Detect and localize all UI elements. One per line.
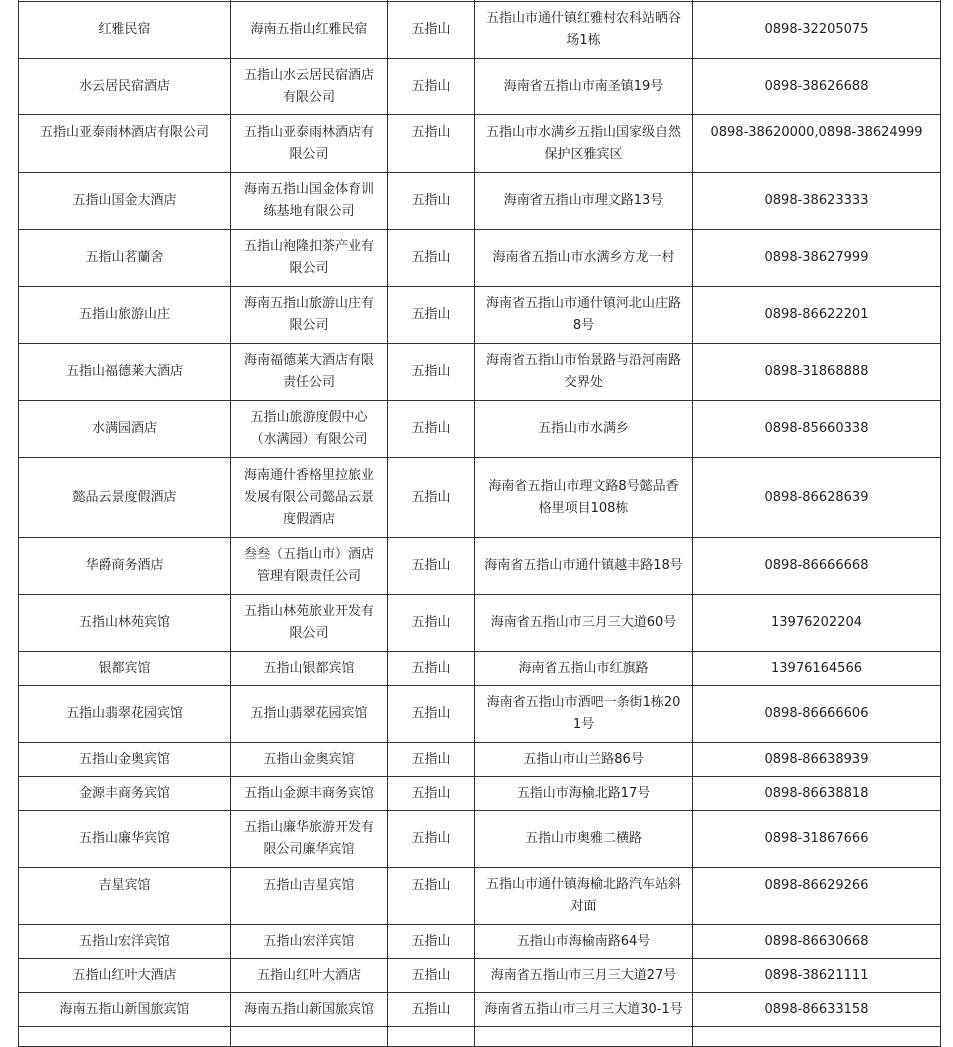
- company-cell: 五指山林苑旅业开发有限公司: [231, 595, 388, 652]
- address-cell: 五指山市水满乡五指山国家级自然保护区雅宾区: [475, 115, 693, 173]
- phone-cell: 0898-38621111: [693, 959, 941, 993]
- city-cell: 五指山: [388, 59, 475, 115]
- hotel-table-body: [19, 0, 941, 1047]
- phone-cell: 0898-86629266: [693, 868, 941, 925]
- company-cell: 五指山红叶大酒店: [231, 959, 388, 993]
- table-row: [19, 2, 941, 59]
- table-row: [19, 401, 941, 458]
- table-row: [19, 595, 941, 652]
- phone-cell: 13976202204: [693, 595, 941, 652]
- company-cell: 五指山亚泰雨林酒店有限公司: [231, 115, 388, 173]
- hotel-name-cell: 五指山茗蘭舍: [19, 230, 231, 287]
- city-cell: 五指山: [388, 401, 475, 458]
- table-row: [19, 811, 941, 868]
- hotel-name-cell: 五指山林苑宾馆: [19, 595, 231, 652]
- hotel-name-cell: 银都宾馆: [19, 652, 231, 686]
- hotel-name-cell: 五指山福德莱大酒店: [19, 344, 231, 401]
- address-cell: 海南省五指山市三月三大道27号: [475, 959, 693, 993]
- table-row: [19, 59, 941, 115]
- hotel-table: [18, 0, 941, 1047]
- table-row: [19, 959, 941, 993]
- phone-cell: 0898-86633158: [693, 993, 941, 1027]
- address-cell: 海南省五指山市酒吧一条街1栋201号: [475, 686, 693, 743]
- hotel-name-cell: 水满园酒店: [19, 401, 231, 458]
- address-cell: 海南省五指山市理文路8号懿品香格里项目108栋: [475, 458, 693, 538]
- hotel-name-cell: 吉星宾馆: [19, 868, 231, 925]
- company-cell: 五指山金源丰商务宾馆: [231, 777, 388, 811]
- table-row: [19, 344, 941, 401]
- company-cell: 海南福德莱大酒店有限责任公司: [231, 344, 388, 401]
- hotel-name-cell: 懿品云景度假酒店: [19, 458, 231, 538]
- city-cell: 五指山: [388, 287, 475, 344]
- city-cell: 五指山: [388, 538, 475, 595]
- company-cell: 海南五指山旅游山庄有限公司: [231, 287, 388, 344]
- company-cell: 五指山旅游度假中心（水满园）有限公司: [231, 401, 388, 458]
- city-cell: 五指山: [388, 777, 475, 811]
- phone-cell: 0898-86666606: [693, 686, 941, 743]
- city-cell: 五指山: [388, 173, 475, 230]
- company-cell: 五指山吉星宾馆: [231, 868, 388, 925]
- city-cell: 五指山: [388, 993, 475, 1027]
- table-row: [19, 287, 941, 344]
- address-cell: 海南省五指山市红旗路: [475, 652, 693, 686]
- hotel-name-cell: 五指山廉华宾馆: [19, 811, 231, 868]
- address-cell: 海南省五指山市通什镇越丰路18号: [475, 538, 693, 595]
- company-cell: 五指山金奥宾馆: [231, 743, 388, 777]
- city-cell: 五指山: [388, 2, 475, 59]
- table-row: [19, 925, 941, 959]
- phone-cell: 13976164566: [693, 652, 941, 686]
- hotel-name-cell: 五指山国金大酒店: [19, 173, 231, 230]
- phone-cell: 0898-86638818: [693, 777, 941, 811]
- phone-cell: 0898-38623333: [693, 173, 941, 230]
- city-cell: 五指山: [388, 686, 475, 743]
- phone-cell: 0898-86638939: [693, 743, 941, 777]
- company-cell: 海南五指山红雅民宿: [231, 2, 388, 59]
- phone-cell: 0898-38626688: [693, 59, 941, 115]
- hotel-name-cell: 金源丰商务宾馆: [19, 777, 231, 811]
- city-cell: 五指山: [388, 230, 475, 287]
- table-row: [19, 743, 941, 777]
- table-row: [19, 538, 941, 595]
- address-cell: 海南省五指山市三月三大道30-1号: [475, 993, 693, 1027]
- address-cell: 海南省五指山市南圣镇19号: [475, 59, 693, 115]
- city-cell: 五指山: [388, 344, 475, 401]
- table-row: [19, 686, 941, 743]
- company-cell: 五指山廉华旅游开发有限公司廉华宾馆: [231, 811, 388, 868]
- table-row: [19, 777, 941, 811]
- city-cell: 五指山: [388, 868, 475, 925]
- address-cell: 海南省五指山市水满乡方龙一村: [475, 230, 693, 287]
- table-row: [19, 230, 941, 287]
- address-cell: 五指山市通什镇海榆北路汽车站斜对面: [475, 868, 693, 925]
- company-cell: 海南五指山国金体育训练基地有限公司: [231, 173, 388, 230]
- address-cell: 海南省五指山市通什镇河北山庄路8号: [475, 287, 693, 344]
- phone-cell: 0898-31867666: [693, 811, 941, 868]
- company-cell: 海南五指山新国旅宾馆: [231, 993, 388, 1027]
- city-cell: 五指山: [388, 458, 475, 538]
- company-cell: 五指山翡翠花园宾馆: [231, 686, 388, 743]
- city-cell: 五指山: [388, 115, 475, 173]
- address-cell: 五指山市海榆北路17号: [475, 777, 693, 811]
- address-cell: 五指山市海榆南路64号: [475, 925, 693, 959]
- hotel-name-cell: 华爵商务酒店: [19, 538, 231, 595]
- table-row: [19, 458, 941, 538]
- phone-cell: 0898-38620000,0898-38624999: [693, 115, 941, 173]
- hotel-name-cell: 红雅民宿: [19, 2, 231, 59]
- city-cell: 五指山: [388, 595, 475, 652]
- company-cell: 五指山水云居民宿酒店有限公司: [231, 59, 388, 115]
- phone-cell: 0898-86622201: [693, 287, 941, 344]
- table-row: [19, 993, 941, 1027]
- phone-cell: 0898-32205075: [693, 2, 941, 59]
- address-cell: 五指山市水满乡: [475, 401, 693, 458]
- phone-cell: 0898-31868888: [693, 344, 941, 401]
- company-cell: 叁叁（五指山市）酒店管理有限责任公司: [231, 538, 388, 595]
- city-cell: 五指山: [388, 925, 475, 959]
- address-cell: 五指山市山兰路86号: [475, 743, 693, 777]
- phone-cell: 0898-85660338: [693, 401, 941, 458]
- hotel-name-cell: 五指山翡翠花园宾馆: [19, 686, 231, 743]
- address-cell: 海南省五指山市怡景路与沿河南路交界处: [475, 344, 693, 401]
- hotel-name-cell: 水云居民宿酒店: [19, 59, 231, 115]
- company-cell: 五指山宏洋宾馆: [231, 925, 388, 959]
- table-row: [19, 652, 941, 686]
- hotel-name-cell: 五指山亚泰雨林酒店有限公司: [19, 115, 231, 173]
- hotel-name-cell: 海南五指山新国旅宾馆: [19, 993, 231, 1027]
- address-cell: 五指山市通什镇红雅村农科站晒谷场1栋: [475, 2, 693, 59]
- city-cell: 五指山: [388, 743, 475, 777]
- address-cell: 五指山市奥雅二横路: [475, 811, 693, 868]
- address-cell: 海南省五指山市理文路13号: [475, 173, 693, 230]
- company-cell: 五指山银都宾馆: [231, 652, 388, 686]
- hotel-table-container: [18, 0, 940, 1047]
- phone-cell: 0898-86628639: [693, 458, 941, 538]
- city-cell: 五指山: [388, 811, 475, 868]
- phone-cell: 0898-86630668: [693, 925, 941, 959]
- hotel-name-cell: 五指山红叶大酒店: [19, 959, 231, 993]
- city-cell: 五指山: [388, 652, 475, 686]
- phone-cell: 0898-86666668: [693, 538, 941, 595]
- hotel-name-cell: 五指山旅游山庄: [19, 287, 231, 344]
- phone-cell: 0898-38627999: [693, 230, 941, 287]
- company-cell: 五指山袍隆扣茶产业有限公司: [231, 230, 388, 287]
- hotel-name-cell: 五指山金奥宾馆: [19, 743, 231, 777]
- city-cell: 五指山: [388, 959, 475, 993]
- company-cell: 海南通什香格里拉旅业发展有限公司懿品云景度假酒店: [231, 458, 388, 538]
- table-row: [19, 868, 941, 925]
- address-cell: 海南省五指山市三月三大道60号: [475, 595, 693, 652]
- table-row: [19, 173, 941, 230]
- hotel-name-cell: 五指山宏洋宾馆: [19, 925, 231, 959]
- table-row: [19, 115, 941, 173]
